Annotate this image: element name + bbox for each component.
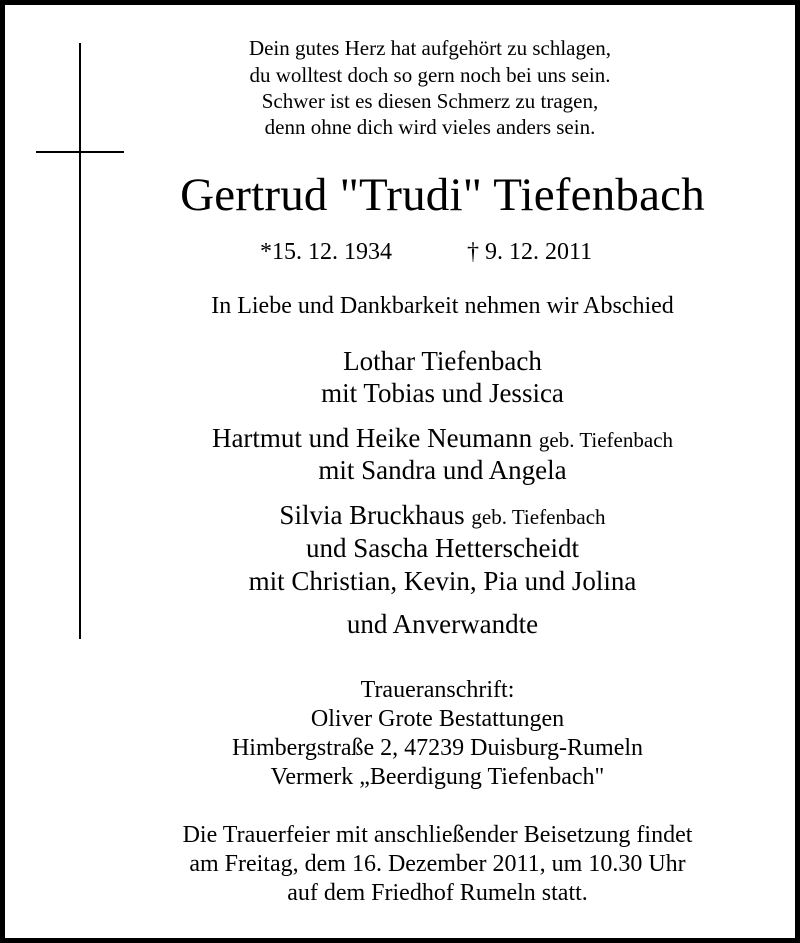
family-line-5-maiden-name: geb. Tiefenbach: [471, 505, 606, 529]
service-line-1: Die Trauerfeier mit anschließender Beisetzung findet: [182, 822, 693, 848]
poem-line-3: Schwer ist es diesen Schmerz zu tragen,: [261, 89, 599, 113]
service-line-3: auf dem Friedhof Rumeln statt.: [287, 880, 588, 906]
family-line-8: und Anverwandte: [346, 609, 539, 639]
family-line-5-name: Silvia Bruckhaus: [279, 500, 465, 530]
address-line-1: Traueranschrift:: [360, 677, 515, 703]
farewell-text: In Liebe und Dankbarkeit nehmen wir Abschied: [211, 293, 674, 319]
death-date: † 9. 12. 2011: [467, 239, 593, 265]
address-line-3: Himbergstraße 2, 47239 Duisburg-Rumeln: [231, 735, 644, 761]
family-line-6: und Sascha Hetterscheidt: [306, 533, 579, 563]
family-line-3: [5, 423, 800, 454]
family-line-3-name: Hartmut und Heike Neumann: [211, 423, 533, 453]
family-line-1: Lothar Tiefenbach: [343, 346, 542, 376]
poem-line-1: Dein gutes Herz hat aufgehört zu schlagen,: [248, 36, 612, 60]
service-line-2: am Freitag, dem 16. Dezember 2011, um 10.30 Uhr: [189, 851, 686, 877]
address-line-2: Oliver Grote Bestattungen: [310, 706, 565, 732]
family-line-2: mit Tobias und Jessica: [321, 378, 564, 408]
address-line-4: Vermerk „Beerdigung Tiefenbach": [270, 764, 605, 790]
family-line-3-maiden-name: geb. Tiefenbach: [538, 428, 674, 452]
family-line-5: [5, 500, 800, 531]
poem-line-2: du wolltest doch so gern noch bei uns sein.: [249, 63, 611, 87]
birth-date: *15. 12. 1934: [260, 239, 392, 265]
family-line-4: mit Sandra und Angela: [318, 455, 567, 485]
family-line-7: mit Christian, Kevin, Pia und Jolina: [248, 566, 637, 596]
poem-line-4: denn ohne dich wird vieles anders sein.: [264, 115, 596, 139]
deceased-name: Gertrud "Trudi" Tiefenbach: [180, 169, 705, 221]
cross-horizontal-bar: [36, 151, 124, 153]
